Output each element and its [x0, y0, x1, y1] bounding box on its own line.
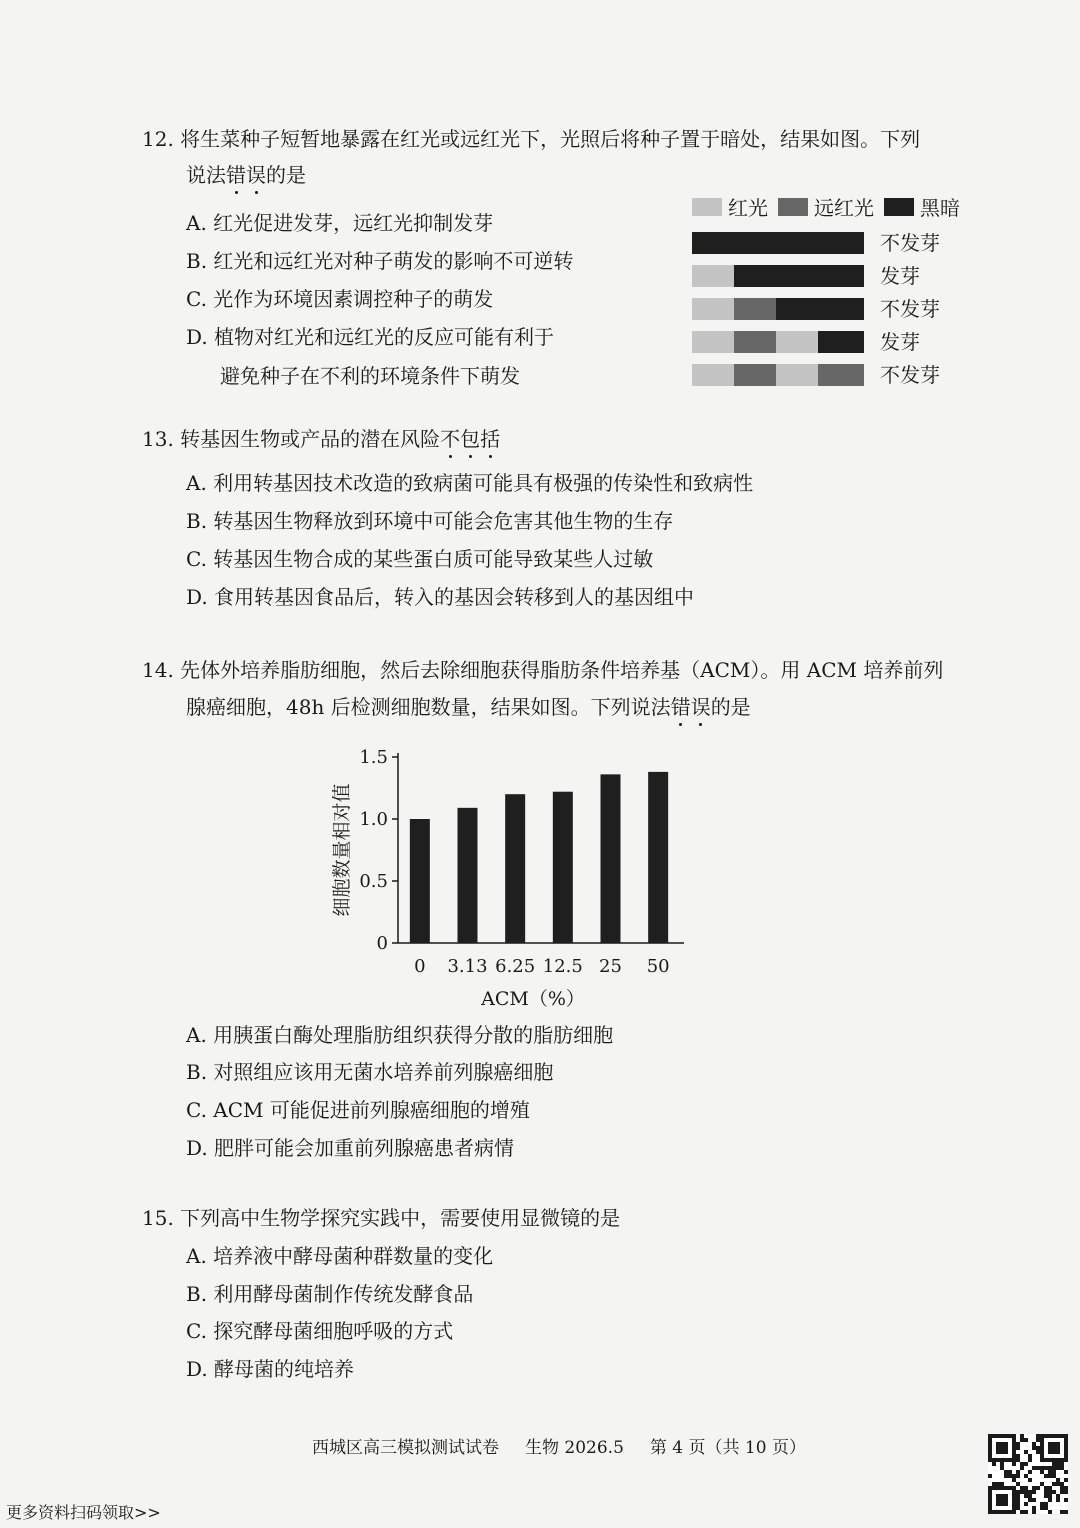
footer-subject: 生物 2026.5: [525, 1438, 624, 1458]
watermark-link[interactable]: 更多资料扫码领取>>: [6, 1503, 161, 1522]
q14-title-line1: 14. 先体外培养脂肪细胞，然后去除细胞获得脂肪条件培养基（ACM）。用 ACM 培养前列: [142, 658, 944, 682]
segment-dark: [776, 298, 864, 320]
legend-label: 红光: [728, 196, 768, 220]
q12-option-d-continued: 避免种子在不利的环境条件下萌发: [220, 364, 520, 388]
legend-swatch-red: [692, 198, 722, 216]
q14-bar-chart: [300, 740, 720, 1020]
q12-title-line1: 12. 将生菜种子短暂地暴露在红光或远红光下，光照后将种子置于暗处，结果如图。下列: [142, 127, 921, 151]
qr-module: [1064, 1470, 1068, 1474]
q14-title-text: 的是: [710, 695, 751, 719]
segment-red: [692, 298, 734, 320]
qr-module: [1024, 1462, 1028, 1466]
qr-module: [1064, 1490, 1068, 1494]
footer-exam-name: 西城区高三模拟测试试卷: [312, 1438, 499, 1458]
seed-row-2: [692, 259, 940, 292]
y-tick-label: 1.0: [359, 809, 388, 830]
q12-seed-rows: [692, 226, 940, 391]
q15-option-b: B. 利用酵母菌制作传统发酵食品: [186, 1282, 474, 1306]
qr-module: [1004, 1502, 1008, 1506]
legend-item-far-red-light: [778, 192, 874, 221]
qr-module: [1036, 1486, 1040, 1490]
qr-module: [1064, 1458, 1068, 1462]
q14-title-text: 腺癌细胞，48h 后检测细胞数量，结果如图。下列说法: [186, 695, 671, 719]
qr-module: [1064, 1510, 1068, 1514]
q12-option-a: A. 红光促进发芽，远红光抑制发芽: [186, 211, 494, 235]
segment-red: [692, 265, 734, 287]
qr-module: [1016, 1446, 1020, 1450]
qr-module: [1012, 1510, 1016, 1514]
segment-red: [692, 364, 734, 386]
y-tick-label: 1.5: [359, 747, 388, 768]
segment-red: [692, 331, 734, 353]
qr-module: [1024, 1502, 1028, 1506]
seed-row-4: [692, 325, 940, 358]
q12-legend: [692, 192, 960, 221]
qr-module: [1012, 1462, 1016, 1466]
legend-label: 远红光: [814, 196, 874, 220]
segment-far-red: [818, 364, 864, 386]
x-axis-label: ACM（%）: [481, 988, 585, 1010]
q12-title-line2: [186, 162, 306, 188]
seed-row-1: [692, 226, 940, 259]
segment-far-red: [734, 331, 776, 353]
q13-emphasis-char: 不: [440, 427, 461, 451]
q14-option-d: D. 肥胖可能会加重前列腺癌患者病情: [186, 1136, 515, 1160]
q15-option-a: A. 培养液中酵母菌种群数量的变化: [186, 1244, 494, 1268]
qr-module: [1056, 1498, 1060, 1502]
q12-title-text: 说法: [186, 163, 226, 187]
q14-option-a: A. 用胰蛋白酶处理脂肪组织获得分散的脂肪细胞: [186, 1023, 614, 1047]
bar: [505, 794, 525, 943]
seed-row-result: 不发芽: [880, 230, 940, 255]
qr-module: [988, 1474, 992, 1478]
bar: [410, 819, 430, 943]
qr-module: [1004, 1450, 1008, 1454]
x-tick-label: 50: [646, 956, 670, 977]
qr-module: [992, 1462, 996, 1466]
qr-module: [1028, 1458, 1032, 1462]
q13-emphasis-char: 括: [480, 427, 501, 451]
seed-row-result: 不发芽: [880, 362, 940, 387]
seed-row-result: 发芽: [880, 263, 920, 288]
segment-far-red: [734, 298, 776, 320]
qr-module: [1032, 1490, 1036, 1494]
x-tick-label: 0: [414, 956, 426, 977]
q13-title-text: 13. 转基因生物或产品的潜在风险: [142, 427, 441, 451]
x-tick-label: 25: [599, 956, 622, 977]
q15-option-c: C. 探究酵母菌细胞呼吸的方式: [186, 1319, 454, 1343]
footer-page-number: 第 4 页（共 10 页）: [649, 1438, 806, 1458]
qr-module: [1064, 1498, 1068, 1502]
y-tick-label: 0.5: [359, 871, 388, 892]
qr-module: [1048, 1498, 1052, 1502]
legend-label: 黑暗: [920, 196, 960, 220]
q14-option-c: C. ACM 可能促进前列腺癌细胞的增殖: [186, 1098, 530, 1122]
bar: [648, 772, 668, 943]
legend-swatch-far-red: [778, 198, 808, 216]
q12-option-b: B. 红光和远红光对种子萌发的影响不可逆转: [186, 249, 574, 273]
qr-module: [1024, 1438, 1028, 1442]
seed-row-5: [692, 358, 940, 391]
page-footer: [312, 1433, 806, 1458]
segment-dark: [818, 331, 864, 353]
q12-option-c: C. 光作为环境因素调控种子的萌发: [186, 287, 494, 311]
x-tick-label: 3.13: [447, 956, 488, 977]
q13-option-b: B. 转基因生物释放到环境中可能会危害其他生物的生存: [186, 509, 674, 533]
qr-module: [1020, 1466, 1024, 1470]
qr-module: [1048, 1510, 1052, 1514]
q14-emphasis-char: 误: [690, 695, 711, 719]
y-axis-label: 细胞数量相对值: [331, 783, 353, 917]
q12-emphasis-char: 错: [226, 163, 246, 187]
segment-red: [776, 331, 818, 353]
qr-module: [1032, 1510, 1036, 1514]
q13-option-a: A. 利用转基因技术改造的致病菌可能具有极强的传染性和致病性: [186, 471, 754, 495]
segment-red: [776, 364, 818, 386]
segment-dark: [734, 265, 864, 287]
q13-option-d: D. 食用转基因食品后，转入的基因会转移到人的基因组中: [186, 585, 695, 609]
q13-emphasis-char: 包: [460, 427, 481, 451]
bar: [458, 808, 478, 943]
legend-item-red-light: [692, 192, 768, 221]
qr-module: [1016, 1474, 1020, 1478]
y-tick-label: 0: [376, 933, 388, 954]
qr-module: [1032, 1498, 1036, 1502]
legend-swatch-dark: [884, 198, 914, 216]
q12-emphasis-char: 误: [246, 163, 266, 187]
q15-title: 15. 下列高中生物学探究实践中，需要使用显微镜的是: [142, 1206, 621, 1230]
seed-row-result: 发芽: [880, 329, 920, 354]
seed-row-3: [692, 292, 940, 325]
q13-title: [142, 426, 500, 452]
q15-option-d: D. 酵母菌的纯培养: [186, 1357, 355, 1381]
q12-option-d: D. 植物对红光和远红光的反应可能有利于: [186, 325, 555, 349]
segment-far-red: [734, 364, 776, 386]
qr-module: [1028, 1470, 1032, 1474]
legend-item-dark: [884, 192, 960, 221]
q13-option-c: C. 转基因生物合成的某些蛋白质可能导致某些人过敏: [186, 547, 654, 571]
qr-code-icon[interactable]: [988, 1434, 1068, 1514]
x-tick-label: 12.5: [542, 956, 583, 977]
q14-option-b: B. 对照组应该用无菌水培养前列腺癌细胞: [186, 1060, 554, 1084]
qr-module: [1064, 1478, 1068, 1482]
q12-title-text: 的是: [266, 163, 306, 187]
segment-dark: [692, 232, 864, 254]
bar: [553, 792, 573, 943]
qr-module: [1056, 1450, 1060, 1454]
x-tick-label: 6.25: [495, 956, 536, 977]
qr-module: [1028, 1478, 1032, 1482]
qr-module: [1024, 1510, 1028, 1514]
bar: [601, 774, 621, 943]
q14-emphasis-char: 错: [670, 695, 691, 719]
q14-title-line2: [186, 694, 751, 720]
seed-row-result: 不发芽: [880, 296, 940, 321]
